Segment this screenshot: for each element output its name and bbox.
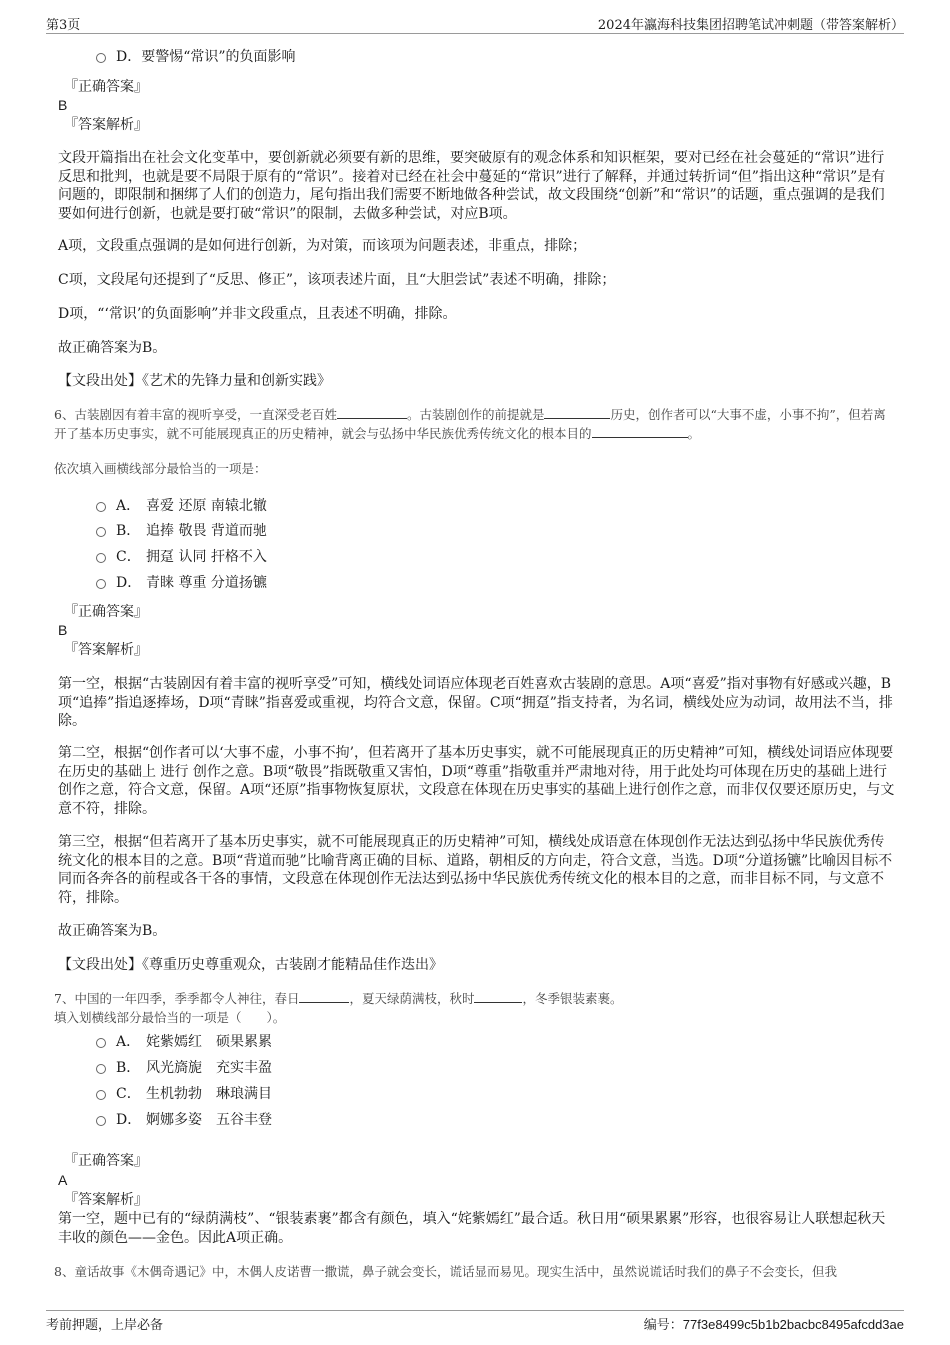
document-title: 2024年瀛海科技集团招聘笔试冲刺题（带答案解析） — [597, 18, 904, 33]
q7-answer-label: 『正确答案』 — [64, 1153, 148, 1169]
q6-option-b[interactable]: B． 追捧 敬畏 背道而驰 — [96, 521, 267, 541]
page-number: 第3页 — [46, 18, 81, 33]
q7-option-c[interactable]: C． 生机勃勃 琳琅满目 — [96, 1084, 272, 1104]
q6-stem: 6、古装剧因有着丰富的视听享受，一直深受老百姓 。古装剧创作的前提就是 历史，创作者可以“大事不虚，小事不拘”，但若离开了基本历史事实，就不可能展现真正的历史精神，就会与弘扬中华民族优秀传统文化的根本目的 。 — [54, 407, 886, 441]
q5-analysis-d: D项，“‘常识’的负面影响”并非文段重点，且表述不明确，排除。 — [58, 306, 457, 322]
q6-option-c[interactable]: C． 拥趸 认同 扞格不入 — [96, 547, 267, 567]
q7-option-d[interactable]: D． 婀娜多姿 五谷丰登 — [96, 1110, 272, 1130]
q6-option-a[interactable]: A． 喜爱 还原 南辕北辙 — [96, 496, 267, 516]
q6-analysis-label: 『答案解析』 — [64, 642, 148, 658]
option-text: D．要警惕“常识”的负面影响 — [116, 49, 296, 65]
q7-option-b[interactable]: B． 风光旖旎 充实丰盈 — [96, 1058, 272, 1078]
q6-analysis-third: 第三空，根据“但若离开了基本历史事实，就不可能展现真正的历史精神”可知，横线处成语意在体现创作无法达到弘扬中华民族优秀传统文化的根本目的之意。B项“背道而驰”比喻背离正确的目标、道路，朝相反的方向走，符合文意，当选。D项“分道扬镳”比喻因目标不同而各奔各的前程或各干各的事情，文段意在体现创作无法达到弘扬中华民族优秀传统文化的根本目的之意，而非目标不同，与文意不符，排除。 — [58, 834, 893, 906]
q6-analysis-second: 第二空，根据“创作者可以‘大事不虚，小事不拘’，但若离开了基本历史事实，就不可能展现真正的历史精神”可知，横线处词语应体现要在历史的基础上 进行 创作之意。B项“敬畏”指既敬重又害怕，D项“尊重”指敬重并严肃地对待，用于此处均可体现在历史的基础上进行创作之意，符合文意，保留。A项“还原”指事物恢复原状，文段意在体现在历史事实的基础上进行创作之意，而非仅仅要还原历史，与文意不符，排除。 — [58, 745, 895, 817]
radio-icon[interactable] — [96, 527, 106, 537]
q6-answer: B — [58, 622, 68, 638]
footer-code: 编号：77f3e8499c5b1b2bacbc8495afcdd3ae — [643, 1317, 904, 1333]
q5-option-d[interactable] — [96, 47, 296, 67]
q6-analysis-first: 第一空，根据“古装剧因有着丰富的视听享受”可知，横线处词语应体现老百姓喜欢古装剧的意思。A项“喜爱”指对事物有好感或兴趣，B项“追捧”指追逐捧场，D项“青睐”指喜爱或重视，均符合文意，保留。C项“拥趸”指支持者，为名词，横线处应为动词，故用法不当，排除。 — [58, 676, 893, 729]
q5-analysis-label: 『答案解析』 — [64, 117, 148, 133]
q8-stem: 8、童话故事《木偶奇遇记》中，木偶人皮诺曹一撒谎，鼻子就会变长，谎话显而易见。现实生活中，虽然说谎话时我们的鼻子不会变长，但我 — [54, 1264, 837, 1279]
blank-3 — [592, 425, 688, 438]
radio-icon[interactable] — [96, 1090, 106, 1100]
blank-2 — [544, 406, 610, 419]
q6-option-d[interactable]: D． 青睐 尊重 分道扬镳 — [96, 573, 267, 593]
radio-icon[interactable] — [96, 502, 106, 512]
q5-analysis-a: A项，文段重点强调的是如何进行创新，为对策，而该项为问题表述，非重点，排除； — [58, 238, 587, 254]
radio-icon[interactable] — [96, 53, 106, 63]
radio-icon[interactable] — [96, 1116, 106, 1126]
q6-answer-label: 『正确答案』 — [64, 604, 148, 620]
q5-analysis-c: C项，文段尾句还提到了“反思、修正”，该项表述片面，且“大胆尝试”表述不明确，排除； — [58, 272, 616, 288]
q5-answer: B — [58, 97, 68, 113]
q7-option-a[interactable]: A． 姹紫嫣红 硕果累累 — [96, 1032, 272, 1052]
radio-icon[interactable] — [96, 1064, 106, 1074]
page-footer — [46, 1314, 904, 1332]
q7-prompt: 填入划横线部分最恰当的一项是（ ）。 — [54, 1010, 286, 1025]
q7-answer: A — [58, 1172, 68, 1188]
q6-prompt: 依次填入画横线部分最恰当的一项是： — [54, 461, 267, 476]
footer-slogan: 考前押题，上岸必备 — [46, 1318, 164, 1333]
footer-divider — [46, 1310, 904, 1311]
q5-source: 【文段出处】《艺术的先锋力量和创新实践》 — [58, 373, 331, 389]
page-header — [46, 14, 904, 32]
blank-2 — [474, 990, 522, 1003]
blank-1 — [337, 406, 407, 419]
q5-conclusion: 故正确答案为B。 — [58, 340, 167, 356]
q7-stem: 7、中国的一年四季，季季都令人神往，春日 ，夏天绿荫满枝，秋时 ，冬季银装素裹。 — [54, 991, 623, 1006]
q7-analysis-label: 『答案解析』 — [64, 1192, 148, 1208]
q6-conclusion: 故正确答案为B。 — [58, 923, 167, 939]
q5-answer-label: 『正确答案』 — [64, 79, 148, 95]
header-divider — [46, 33, 904, 34]
radio-icon[interactable] — [96, 579, 106, 589]
blank-1 — [299, 990, 349, 1003]
q6-source: 【文段出处】《尊重历史尊重观众，古装剧才能精品佳作迭出》 — [58, 957, 443, 973]
q5-analysis-paragraph: 文段开篇指出在社会文化变革中，要创新就必须要有新的思维，要突破原有的观念体系和知识框架，要对已经在社会蔓延的“常识”进行反思和批判，也就是要不局限于原有的“常识”。接着对已经在社会中蔓延的“常识”进行了解释，并通过转折词“但”指出这种“常识”是有问题的，即限制和捆绑了人们的创造力，尾句指出我们需要不断地做各种尝试，故文段围绕“创新”和“常识”的话题，重点强调的是我们要如何进行创新，也就是要打破“常识”的限制，去做多种尝试，对应B项。 — [58, 150, 886, 222]
q7-analysis-first: 第一空，题中已有的“绿荫满枝”、“银装素裹”都含有颜色，填入“姹紫嫣红”最合适。秋日用“硕果累累”形容，也很容易让人联想起秋天丰收的颜色——金色。因此A项正确。 — [58, 1211, 886, 1246]
radio-icon[interactable] — [96, 1038, 106, 1048]
radio-icon[interactable] — [96, 553, 106, 563]
